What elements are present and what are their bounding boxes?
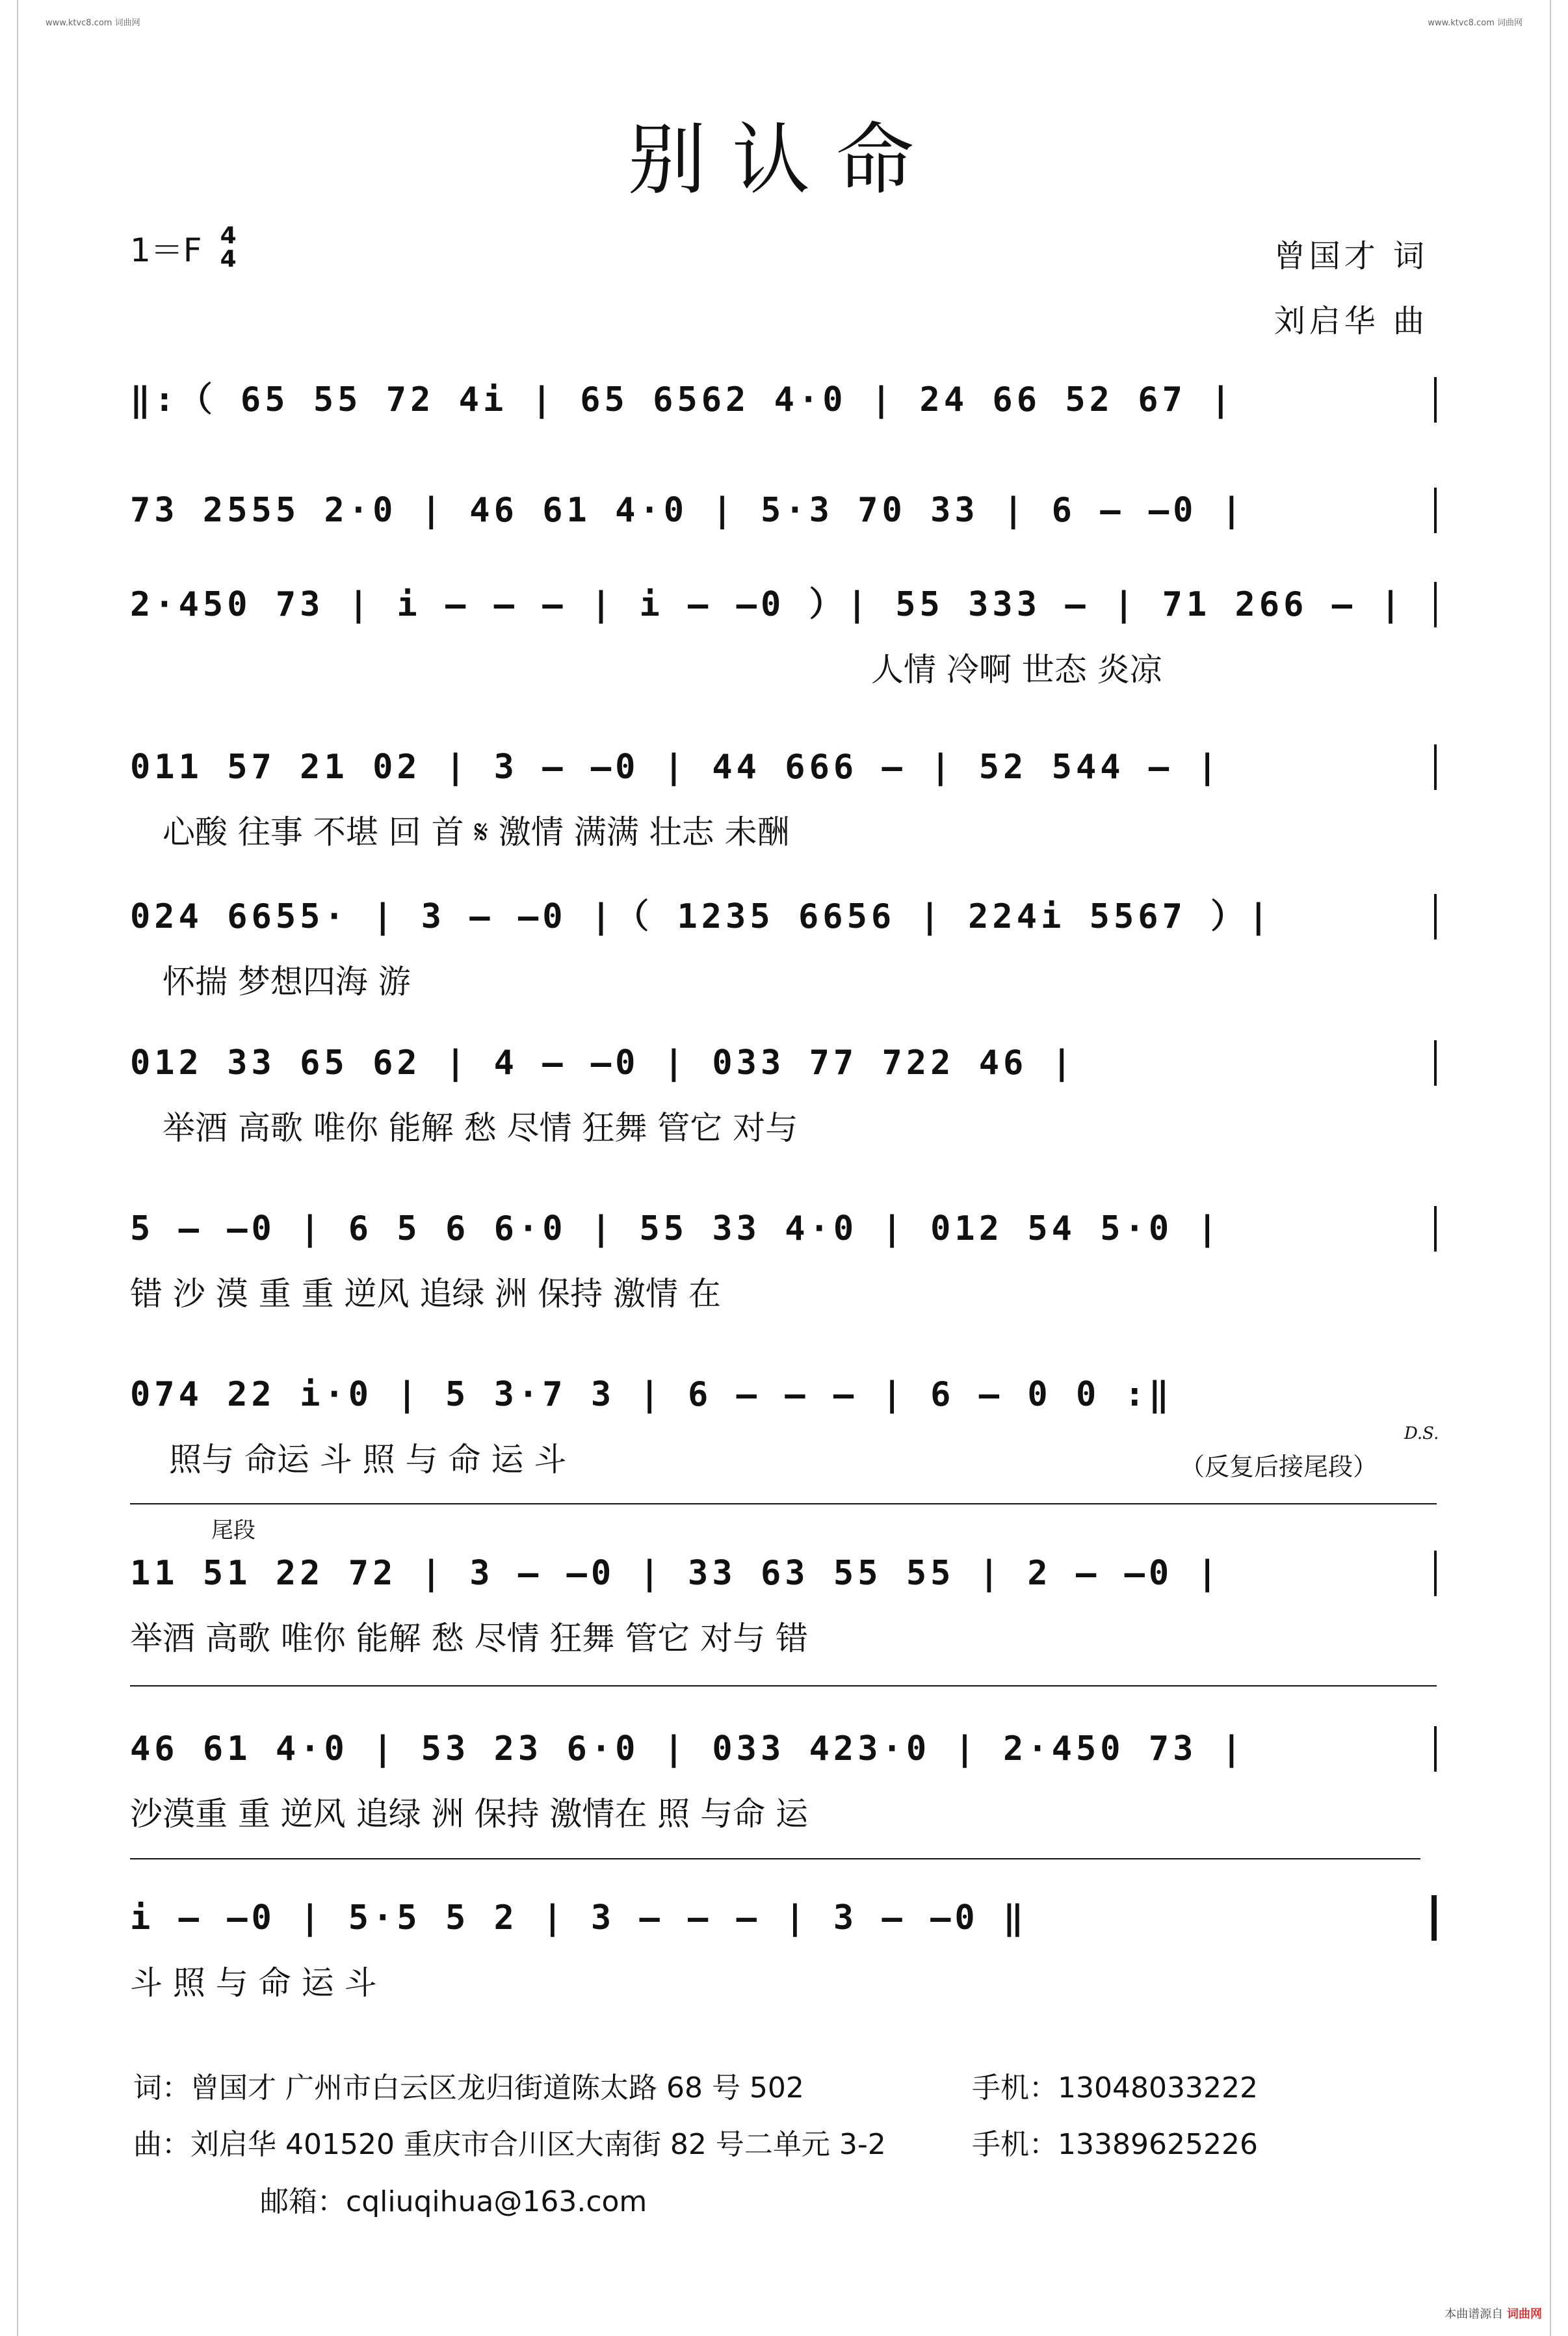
notation: 011 57 21 02 | 3 – –0 | 44 666 – | 52 544 – | (130, 748, 1222, 787)
lyric-line: 照与 命运 斗 照 与 命 运 斗 (169, 1441, 567, 1478)
barline (1434, 1040, 1437, 1086)
score-line-wrapper (130, 738, 1437, 900)
lyric-line: 斗 照 与 命 运 斗 (130, 1964, 377, 2002)
notation: 73 2555 2·0 | 46 61 4·0 | 5·3 70 33 | 6 – –0 | (130, 491, 1246, 530)
score-line-4 (130, 738, 1437, 900)
key-signature (130, 224, 237, 271)
lyric-line: 举酒 高歌 唯你 能解 愁 尽情 狂舞 管它 对与 错 (130, 1620, 809, 1657)
lyric-line: 怀揣 梦想四海 游 (163, 963, 411, 1001)
coda-label: 尾段 (211, 1517, 255, 1543)
notation: 11 51 22 72 | 3 – –0 | 33 63 55 55 | 2 – –0 | (130, 1554, 1222, 1593)
lyric-line: 举酒 高歌 唯你 能解 愁 尽情 狂舞 管它 对与 (163, 1109, 798, 1147)
score-line-wrapper (130, 575, 1437, 738)
key-label: 1＝F (130, 231, 202, 269)
coda-rule-mid (130, 1685, 1437, 1686)
notation: 024 6655· | 3 – –0 |（ 1235 6656 | 224i 5567 ）| (130, 897, 1273, 936)
barline (1434, 377, 1437, 423)
final-barline (1431, 1895, 1437, 1941)
score-line-wrapper (130, 887, 1437, 1050)
barline (1434, 1726, 1437, 1772)
score-line-wrapper (130, 1200, 1437, 1362)
logo-text-b: 词曲网 (1507, 2307, 1542, 2321)
lyricist-credit: 曾国才 词 (1274, 238, 1428, 274)
notation: ‖:（ 65 55 72 4i | 65 6562 4·0 | 24 66 52 67 | (130, 380, 1235, 419)
notation: 012 33 65 62 | 4 – –0 | 033 77 722 46 | (130, 1043, 1076, 1083)
score-line-6 (130, 1034, 1437, 1196)
score-line-wrapper (130, 1889, 1437, 2051)
lyric-line: 心酸 往事 不堪 回 首 𝄋 激情 满满 壮志 未酬 (163, 813, 790, 851)
notation: 5 – –0 | 6 5 6 6·0 | 55 33 4·0 | 012 54 5·0 | (130, 1209, 1222, 1248)
barline (1434, 582, 1437, 627)
lyricist-phone: 手机：13048033222 (972, 2071, 1258, 2105)
ds-mark: D.S. (1404, 1424, 1439, 1443)
barline (1434, 1206, 1437, 1252)
right-margin-line (1550, 0, 1551, 2336)
composer-credit: 刘启华 曲 (1274, 303, 1428, 339)
repeat-note: （反复后接尾段） (1180, 1452, 1378, 1481)
score-line-wrapper (130, 1034, 1437, 1196)
composer-contact: 曲：刘启华 401520 重庆市合川区大南街 82 号二单元 3-2 (133, 2128, 886, 2161)
coda-rule-bottom (130, 1858, 1420, 1859)
composer-phone: 手机：13389625226 (972, 2128, 1258, 2161)
barline (1434, 1551, 1437, 1596)
notation: 074 22 i·0 | 5 3·7 3 | 6 – – – | 6 – 0 0 :‖ (130, 1375, 1173, 1414)
score-line-11 (130, 1889, 1437, 2051)
lyric-line: 沙漠重 重 逆风 追绿 洲 保持 激情在 照 与命 运 (130, 1795, 809, 1833)
coda-rule-top (130, 1503, 1437, 1504)
time-sig-top: 4 (220, 222, 237, 249)
barline (1434, 744, 1437, 790)
notation: 46 61 4·0 | 53 23 6·0 | 033 423·0 | 2·450 73 | (130, 1729, 1246, 1768)
song-title: 别认命 (628, 115, 940, 205)
logo-text-a: 本曲谱源自 (1444, 2307, 1504, 2321)
time-sig-bottom: 4 (220, 246, 237, 272)
score-line-wrapper (130, 1544, 1437, 1707)
barline (1434, 894, 1437, 939)
site-logo (1444, 2305, 1542, 2322)
left-margin-line (17, 0, 18, 2336)
site-watermark-left: www.ktvc8.com 词曲网 (46, 18, 140, 28)
time-signature (220, 224, 237, 271)
score-line-9 (130, 1544, 1437, 1707)
score-line-3 (130, 575, 1437, 738)
score-line-7 (130, 1200, 1437, 1362)
score-line-5 (130, 887, 1437, 1050)
notation: 2·450 73 | i – – – | i – –0 ）| 55 333 – | 71 266 – | (130, 585, 1405, 624)
site-watermark-right: www.ktvc8.com 词曲网 (1428, 18, 1522, 28)
lyricist-contact: 词：曾国才 广州市白云区龙归街道陈太路 68 号 502 (133, 2071, 804, 2105)
notation: i – –0 | 5·5 5 2 | 3 – – – | 3 – –0 ‖ (130, 1898, 1028, 1937)
lyric-line: 错 沙 漠 重 重 逆风 追绿 洲 保持 激情 在 (130, 1275, 721, 1313)
barline (1434, 488, 1437, 533)
composer-email: 邮箱：cqliuqihua@163.com (260, 2185, 647, 2218)
lyric-line: 人情 冷啊 世态 炎凉 (871, 651, 1162, 689)
